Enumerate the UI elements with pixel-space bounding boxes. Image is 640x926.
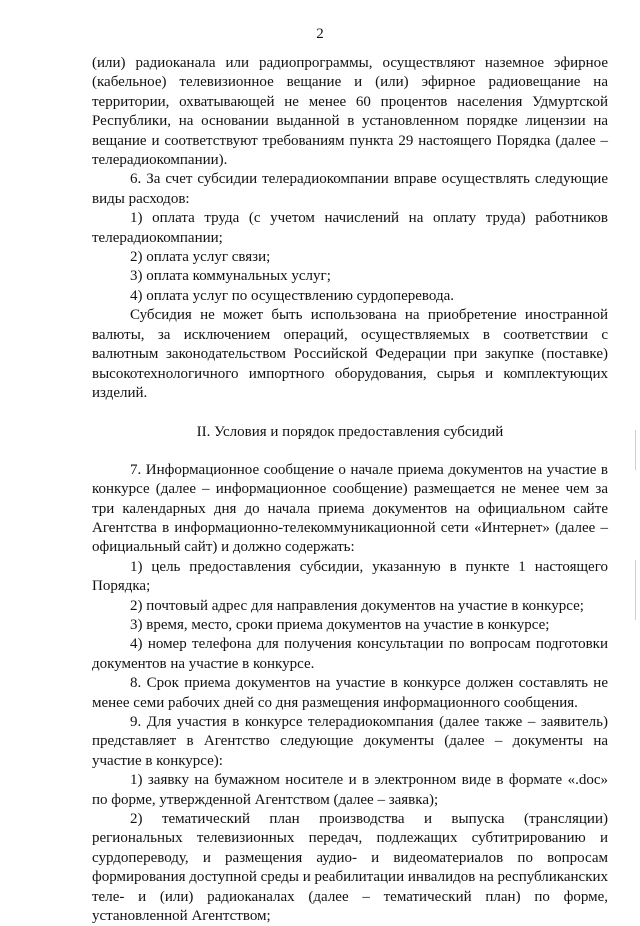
- paragraph: 1) оплата труда (с учетом начислений на оплату труда) работников телерадиокомпании;: [92, 210, 608, 246]
- paragraph: 2) оплата услуг связи;: [130, 249, 271, 266]
- paragraph: 2) тематический план производства и выпуска (трансляции) региональных телевизионных передач, подлежащих субтитрированию и сурдопереводу, и размещения аудио- и видеоматериалов по вопросам формирования доступной среды и реабилитации инвалидов на республиканских теле- и (или) радиоканалах (далее – тематический план) по форме, установленной Агентством;: [92, 811, 609, 925]
- paragraph: 3) оплата коммунальных услуг;: [130, 268, 331, 285]
- paragraph: (или) радиоканала или радиопрограммы, осуществляют наземное эфирное (кабельное) телевизионное вещание и (или) эфирное радиовещание на территории, охватывающей не менее 60 процентов населения Удмуртской Республики, на основании выданной в установленном порядке лицензии на вещание и соответствуют требованиям пункта 29 настоящего Порядка (далее – телерадиокомпании).: [92, 55, 608, 169]
- paragraph: 1) заявку на бумажном носителе и в электронном виде в формате «.doc» по форме, утвержденной Агентством (далее – заявка);: [92, 772, 608, 808]
- paragraph-group-2: [92, 461, 608, 926]
- paragraph: 4) номер телефона для получения консультации по вопросам подготовки документов на участие в конкурсе.: [92, 636, 608, 672]
- paragraph: 2) почтовый адрес для направления документов на участие в конкурсе;: [130, 597, 584, 614]
- paragraph: 4) оплата услуг по осуществлению сурдоперевода.: [130, 287, 454, 304]
- page-number: 2: [316, 26, 324, 42]
- document-body: [92, 54, 608, 926]
- paragraph-group-1: [92, 54, 608, 403]
- paragraph: 1) цель предоставления субсидии, указанную в пункте 1 настоящего Порядка;: [92, 558, 608, 595]
- paragraph: Субсидия не может быть использована на приобретение иностранной валюты, за исключением операций, осуществляемых в соответствии с валютным законодательством Российской Федерации при закупке (поставке) высокотехнологичного импортного оборудования, сырья и комплектующих изделий.: [92, 307, 608, 401]
- paragraph: 8. Срок приема документов на участие в конкурсе должен составлять не менее семи рабочих дней со дня размещения информационного сообщения.: [92, 675, 608, 711]
- scan-artifact: [635, 430, 636, 470]
- scan-artifact: [635, 560, 636, 620]
- section-heading: II. Условия и порядок предоставления субсидий: [196, 424, 504, 441]
- paragraph: 6. За счет субсидии телерадиокомпании вправе осуществлять следующие виды расходов:: [92, 171, 608, 207]
- paragraph: 9. Для участия в конкурсе телерадиокомпания (далее также – заявитель) представляет в Агентство следующие документы (далее – документы на участие в конкурсе):: [92, 714, 608, 769]
- paragraph: 7. Информационное сообщение о начале приема документов на участие в конкурсе (далее – информационное сообщение) размещается не менее чем за три календарных дня до начала приема документов на официальном сайте Агентства в информационно-телекоммуникационной сети «Интернет» (далее – официальный сайт) и должно содержать:: [92, 461, 608, 556]
- paragraph: 3) время, место, сроки приема документов на участие в конкурсе;: [130, 616, 550, 633]
